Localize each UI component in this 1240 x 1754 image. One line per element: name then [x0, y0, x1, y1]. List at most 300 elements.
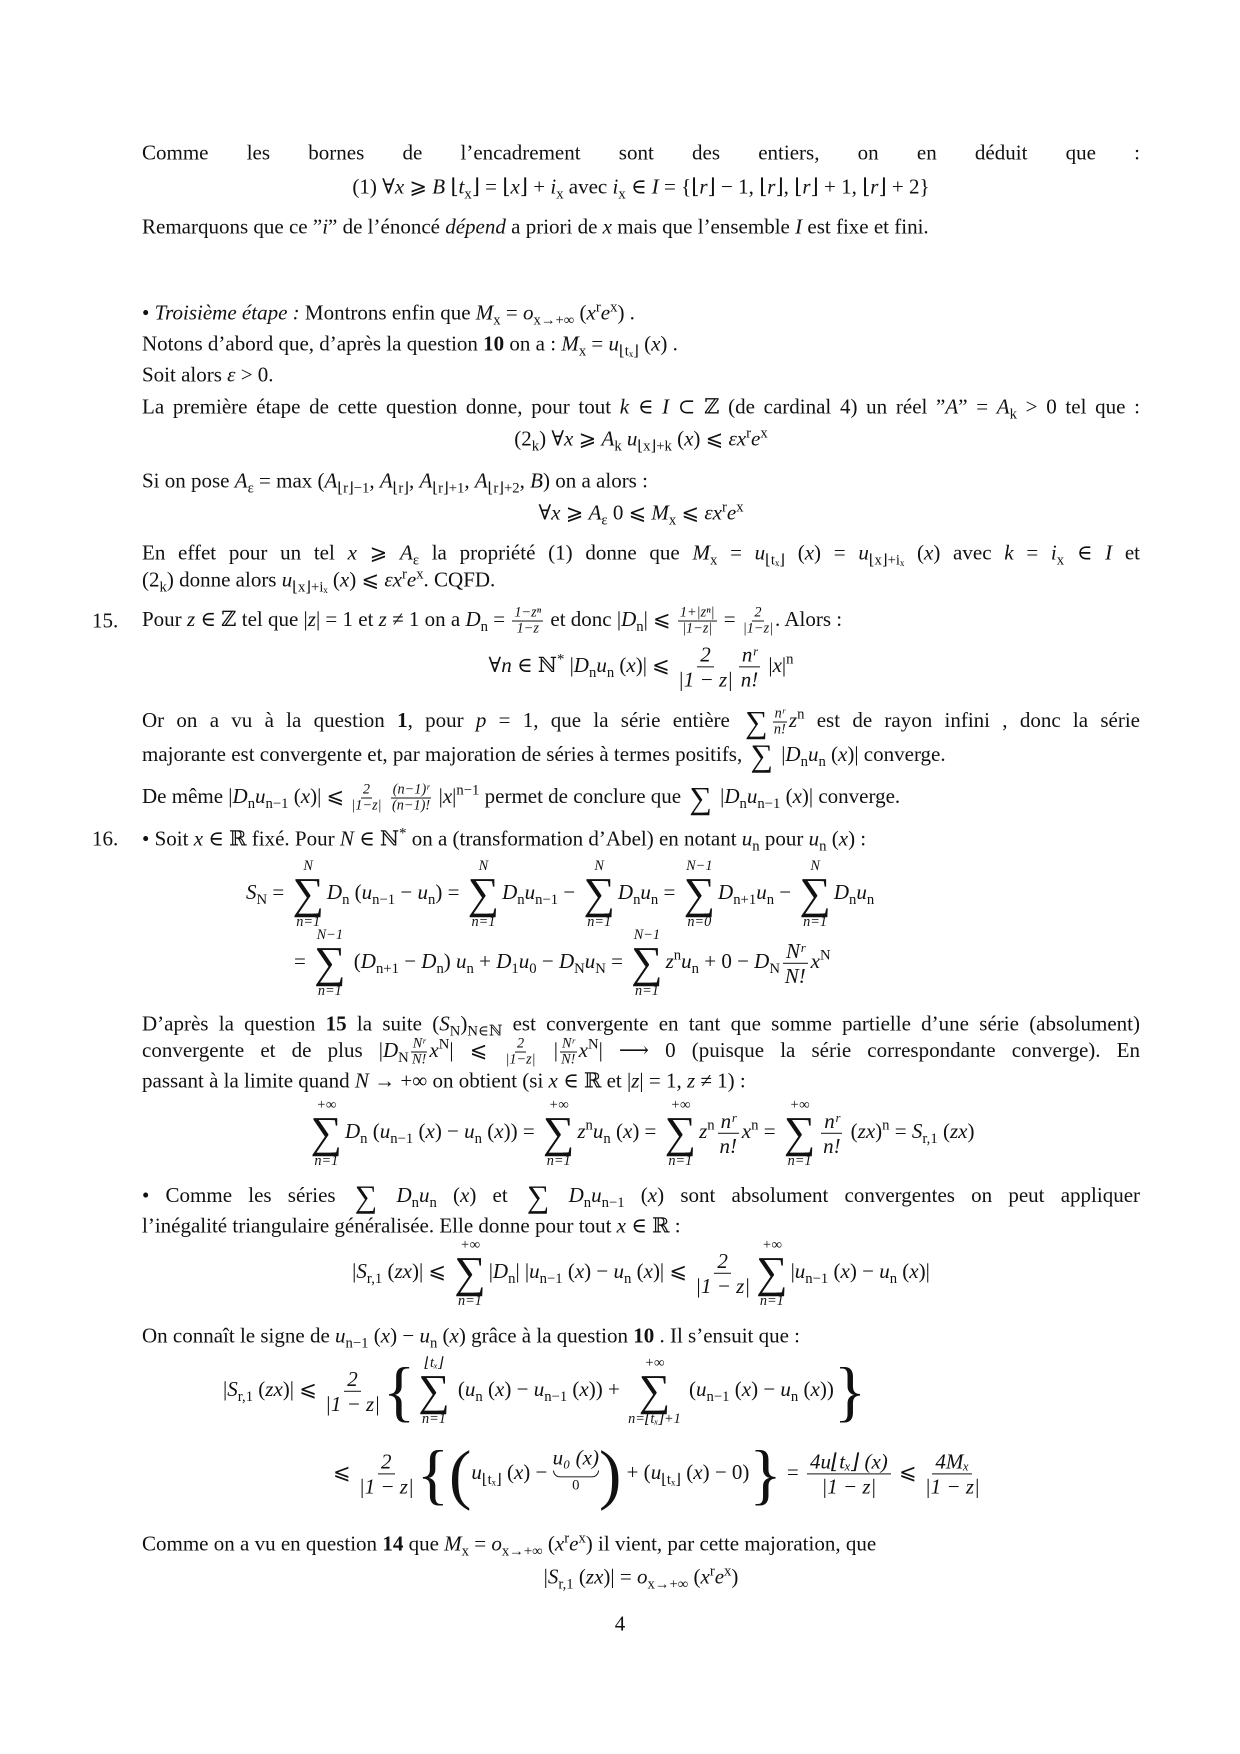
math-var: u: [518, 948, 530, 973]
text: )) +: [588, 1376, 626, 1401]
text: Comme on a vu en question: [142, 1531, 383, 1556]
text: ≠ 1) :: [695, 1068, 746, 1093]
superscript: N: [587, 1036, 599, 1053]
text: =: [487, 606, 511, 631]
math-var: x: [449, 1323, 459, 1348]
math-var: x: [579, 1376, 589, 1401]
text: (: [826, 826, 839, 851]
math-var: x: [700, 1564, 710, 1589]
sigma-icon: ∑: [638, 1366, 671, 1416]
denominator: |1 − z|: [695, 1273, 751, 1298]
math-var: u: [808, 826, 820, 851]
math-var: z: [686, 1068, 696, 1093]
subscript: x: [464, 186, 472, 203]
math-var: i: [550, 174, 557, 199]
text: ) ∀: [539, 426, 565, 451]
text: ) .: [660, 331, 678, 356]
fraction: [925, 1449, 980, 1498]
superscript: n: [673, 947, 682, 964]
text: )| converge.: [801, 783, 901, 808]
equation-1: [142, 174, 1140, 203]
subscript: ε: [412, 552, 419, 569]
subscript: n: [889, 1270, 898, 1287]
text: (: [681, 1459, 694, 1484]
math-var: z: [186, 606, 196, 631]
text: |: [223, 1376, 228, 1401]
subscript: n: [517, 891, 525, 908]
text: En effet pour un tel: [142, 540, 348, 565]
subscript: n: [342, 891, 350, 908]
text: (: [845, 1118, 858, 1143]
subscript: n−1: [805, 1270, 829, 1287]
sum-lower-limit: n=1: [668, 1152, 693, 1169]
text: De même |: [142, 783, 233, 808]
text: ) −: [390, 1323, 420, 1348]
math-var: u: [626, 426, 638, 451]
math-var: A: [945, 394, 959, 419]
text: ) ⩽: [349, 567, 385, 592]
fraction: [359, 1449, 414, 1498]
big-delimiter: ): [598, 1436, 622, 1512]
subscript: 0: [529, 960, 537, 977]
sum-symbol: [314, 928, 345, 998]
sum-lower-limit: n=0: [687, 913, 712, 930]
math-var: x: [425, 1118, 435, 1143]
text: ∈: [629, 394, 663, 419]
text: ∈ ℝ fixé. Pour: [203, 826, 340, 851]
text: avec: [563, 174, 613, 199]
math-var: o: [491, 1531, 502, 1556]
numerator: 2: [714, 1248, 731, 1273]
subscript: x: [709, 552, 718, 569]
text: passant à la limite quand: [142, 1068, 355, 1093]
sigma-icon: ∑: [799, 869, 831, 919]
numerator: 2: [754, 604, 762, 621]
numerator: 2: [344, 1366, 361, 1391]
math-var: o: [636, 1564, 648, 1589]
subscript: n+1: [733, 891, 757, 908]
superscript: x: [736, 499, 744, 516]
math-var: x: [840, 1258, 850, 1283]
superscript: r: [721, 499, 727, 516]
subscript: ⌊tₓ⌋: [619, 343, 639, 360]
sum-upper-limit: +∞: [644, 1354, 665, 1371]
math-var: B: [530, 468, 543, 493]
subscript: n: [429, 1194, 437, 1211]
subscript: n: [739, 795, 747, 812]
math-var: x: [647, 1182, 658, 1207]
equation: [142, 1563, 1140, 1593]
text: =: [718, 606, 741, 631]
math-var: D: [617, 879, 634, 904]
subscript: ⌊r⌋: [392, 480, 410, 497]
sum-upper-limit: +∞: [789, 1096, 810, 1113]
math-var: x: [772, 652, 782, 677]
text: ) =: [435, 879, 465, 904]
math-var: x: [442, 783, 453, 808]
text: ): [460, 1011, 468, 1036]
subscript: n: [866, 891, 875, 908]
sum-symbol: [756, 1238, 787, 1308]
text: ⩾: [560, 500, 589, 525]
math-var: A: [588, 500, 602, 525]
fraction: [560, 1037, 577, 1068]
fraction: [678, 606, 717, 637]
subscript: x→+∞: [501, 1543, 543, 1560]
math-var: x: [924, 540, 934, 565]
text: (: [798, 1376, 811, 1401]
text: =: [267, 879, 290, 904]
subscript: k: [614, 438, 622, 455]
numerator: (n−1)ʳ: [392, 781, 430, 798]
sigma-icon: ∑: [783, 1108, 816, 1158]
subscript: n: [819, 838, 827, 855]
text: (: [573, 1564, 586, 1589]
fraction: [678, 642, 733, 691]
subscript: n: [603, 1130, 611, 1147]
subscript: k: [159, 579, 167, 596]
subscript: n+1: [375, 960, 399, 977]
math-var: t: [458, 174, 465, 199]
underbrace-body: u₀ (x): [552, 1445, 599, 1470]
text: (: [288, 783, 301, 808]
math-var: x: [741, 1118, 752, 1143]
paragraph-line: [142, 1179, 1141, 1215]
text: =: [758, 1118, 781, 1143]
math-var: x: [622, 1118, 633, 1143]
text: )| ⩽: [635, 652, 676, 677]
subscript: ε: [601, 512, 608, 529]
subscript: 1: [511, 960, 519, 977]
math-var: x: [909, 1258, 919, 1283]
text: majorante est convergente et, par majoration de séries à termes positifs,: [142, 741, 748, 766]
numerator: Nʳ: [561, 1035, 575, 1052]
equation-abel-row-1: [246, 859, 874, 929]
text: ) avec: [933, 540, 1005, 565]
text: (: [688, 1564, 701, 1589]
text: ⊂ ℤ (de cardinal 4) un réel ”: [669, 394, 946, 419]
text: = 1, que la série entière: [486, 707, 743, 732]
math-var: x: [616, 1213, 626, 1238]
text: (: [348, 948, 361, 973]
text: Soit alors: [142, 362, 228, 387]
text: ∈ ℝ et |: [557, 1068, 632, 1093]
math-var: A: [419, 468, 433, 493]
text: + 0 −: [698, 948, 755, 973]
math-var: A: [601, 426, 615, 451]
text: 0 ⩽: [607, 500, 652, 525]
paragraph-line: [142, 780, 901, 816]
text: (: [671, 426, 685, 451]
text: )| ⩽: [310, 783, 350, 808]
text: (: [825, 741, 839, 766]
sigma-icon: ∑: [750, 738, 773, 774]
underbrace-icon: [553, 1471, 599, 1478]
superscript: n: [797, 706, 805, 723]
text: On connaît le signe de: [142, 1323, 336, 1348]
text: (: [437, 1323, 450, 1348]
text: (: [784, 540, 805, 565]
sum-lower-limit: n=1: [546, 1152, 571, 1169]
math-var: e: [406, 567, 417, 592]
text: (: [904, 540, 924, 565]
sigma-icon: ∑: [542, 1108, 575, 1158]
text: (: [610, 1118, 623, 1143]
math-var: u: [650, 1459, 662, 1484]
text: (: [501, 1459, 514, 1484]
subscript: n: [636, 618, 644, 635]
fraction: [512, 606, 543, 637]
text: −: [558, 879, 581, 904]
math-var: u: [640, 879, 651, 904]
math-var: z: [699, 1118, 708, 1143]
text: Pour: [142, 606, 187, 631]
text: (: [482, 1118, 495, 1143]
text: (: [349, 879, 362, 904]
math-var: r: [802, 174, 811, 199]
text: ⌋ + 2}: [878, 174, 930, 199]
math-var: D: [382, 1037, 399, 1062]
text: )|: [918, 1258, 930, 1283]
subscript: r,1: [558, 1576, 574, 1593]
math-var: u: [754, 540, 766, 565]
text: ) donne alors: [166, 567, 282, 592]
text: |: [763, 652, 773, 677]
math-var: p: [475, 707, 487, 732]
text: D’après la question: [142, 1011, 326, 1036]
sum-upper-limit: N: [478, 857, 489, 874]
sum-upper-limit: +∞: [460, 1236, 480, 1253]
paragraph-line: [142, 1011, 1140, 1040]
text: pour: [759, 826, 809, 851]
denominator: n!: [823, 1133, 841, 1158]
fraction: [743, 606, 773, 637]
subscript: n−1: [539, 1270, 563, 1287]
text: ⌊: [445, 174, 459, 199]
sum-symbol: [665, 1098, 696, 1168]
text: =: [586, 331, 609, 356]
text: . CQFD.: [423, 567, 496, 592]
sigma-icon: ∑: [314, 938, 346, 988]
text: ) et: [469, 1182, 524, 1207]
math-var: x: [339, 567, 350, 592]
subscript: n−1: [601, 1194, 625, 1211]
math-var: D: [502, 879, 518, 904]
text: convergente et de plus |: [142, 1037, 383, 1062]
math-var: x: [741, 1376, 752, 1401]
sum-lower-limit: n=1: [296, 913, 321, 930]
fraction: [718, 1108, 739, 1157]
subscript: n−1: [535, 891, 559, 908]
math-var: x: [810, 1376, 820, 1401]
sum-upper-limit: +∞: [548, 1096, 569, 1113]
text: et donc |: [545, 606, 622, 631]
subscript: x: [1056, 552, 1065, 569]
text: ) sont absolument convergentes on peut appliquer: [657, 1182, 1141, 1207]
subscript: x: [461, 1543, 469, 1560]
superscript: n: [751, 1117, 759, 1134]
subscript: n−1: [265, 795, 289, 812]
math-var: ε: [227, 362, 236, 387]
math-var: D: [421, 948, 437, 973]
paragraph-line: [142, 825, 867, 855]
text: ⩾: [356, 540, 400, 565]
sum-upper-limit: N: [810, 857, 820, 874]
paragraph-line: [142, 214, 929, 239]
subscript: n: [800, 753, 808, 770]
question-ref: 15: [325, 1011, 347, 1036]
sum-lower-limit: n=1: [634, 982, 659, 999]
subscript: r,1: [922, 1130, 938, 1147]
superscript: n: [882, 1117, 890, 1134]
text: =: [658, 879, 681, 904]
text: [380, 1183, 396, 1207]
sum-lower-limit: n=1: [787, 1152, 812, 1169]
text: | ⩽: [643, 606, 676, 631]
math-var: x: [513, 1459, 524, 1484]
subscript: n: [818, 753, 826, 770]
subscript: n: [624, 1270, 632, 1287]
math-var: x: [693, 1459, 703, 1484]
text: a priori de: [505, 214, 603, 239]
text: ∈ ℤ tel que |: [195, 606, 308, 631]
math-var: x: [578, 1037, 588, 1062]
text: |: [543, 1564, 548, 1589]
math-var: x: [804, 540, 815, 565]
denominator: n!: [719, 1133, 737, 1158]
text: (1) ∀: [352, 174, 395, 199]
denominator: N!: [784, 963, 806, 988]
superscript: *: [556, 651, 565, 668]
paragraph-line: [142, 362, 274, 387]
math-var: u: [464, 1376, 476, 1401]
math-var: u: [361, 879, 373, 904]
text: (: [327, 567, 340, 592]
sum-symbol: [784, 1098, 815, 1168]
math-var: r: [699, 174, 708, 199]
math-var: u: [613, 1258, 625, 1283]
text: +: [473, 948, 497, 973]
math-var: I: [662, 394, 670, 419]
denominator: N!: [561, 1051, 576, 1068]
big-delimiter: {: [416, 1436, 449, 1512]
text: (: [368, 1323, 381, 1348]
math-var: u: [255, 783, 266, 808]
subscript: n: [766, 891, 775, 908]
text: l’inégalité triangulaire généralisée. Elle donne pour tout: [142, 1213, 617, 1238]
text: [552, 1183, 568, 1207]
text: −: [536, 948, 559, 973]
text: (2: [142, 567, 160, 592]
text: ⌋, ⌊: [775, 174, 803, 199]
superscript: r: [595, 299, 601, 316]
math-var: x: [494, 1118, 504, 1143]
numerator: 4u⌊tₓ⌋ (x): [807, 1449, 891, 1474]
question-number: 15.: [92, 608, 119, 633]
subscript: k: [531, 438, 540, 455]
fraction: [807, 1449, 891, 1498]
math-var: z: [577, 1118, 586, 1143]
fraction: [695, 1248, 750, 1297]
subscript: x: [493, 312, 501, 329]
math-var: u: [584, 948, 596, 973]
math-var: M: [692, 540, 710, 565]
math-var: i: [612, 174, 619, 199]
subscript: ⌊tₓ⌋: [765, 552, 785, 569]
text: •: [142, 300, 155, 325]
denominator: |1 − z|: [821, 1474, 877, 1499]
math-var: z: [631, 1068, 640, 1093]
math-var: D: [568, 1182, 584, 1207]
sigma-icon: ∑: [292, 869, 324, 919]
text: . Il s’ensuit que :: [654, 1323, 801, 1348]
fraction: [325, 1366, 380, 1415]
superscript: r: [564, 1530, 570, 1547]
numerator: 4Mₓ: [932, 1449, 972, 1474]
math-var: x: [347, 540, 357, 565]
math-var: x: [510, 174, 520, 199]
text: ) .: [617, 300, 635, 325]
sum-symbol: [526, 1179, 550, 1215]
text: |: [537, 1037, 558, 1062]
text: )| ⩽: [652, 1258, 693, 1283]
sum-symbol: [583, 859, 614, 929]
sigma-icon: ∑: [631, 938, 663, 988]
math-var: u: [794, 1258, 806, 1283]
subscript: x→+∞: [647, 1576, 689, 1593]
math-var: e: [600, 300, 611, 325]
sum-upper-limit: ⌊tₓ⌋: [424, 1354, 444, 1371]
math-var: I: [651, 174, 659, 199]
text: )| ⩽: [411, 1258, 452, 1283]
text: La première étape de cette question donne, pour tout: [142, 394, 620, 419]
fraction: [505, 1037, 535, 1068]
numerator: 1+|zⁿ|: [679, 604, 715, 621]
text: et: [1112, 540, 1140, 565]
sum-symbol: [543, 1098, 574, 1168]
math-var: D: [754, 948, 770, 973]
subscript: ε: [247, 480, 254, 497]
text: )) =: [503, 1118, 540, 1143]
text: (: [253, 1376, 266, 1401]
subscript: ⌊r⌋+2: [487, 480, 520, 497]
sum-lower-limit: n=1: [314, 1152, 339, 1169]
subscript: ⌊x⌋+k: [637, 438, 672, 455]
math-var: A: [996, 394, 1010, 419]
subscript: N: [449, 1023, 461, 1040]
text: ⌋ = ⌊: [471, 174, 511, 199]
text: −: [774, 879, 797, 904]
math-var: D: [573, 652, 589, 677]
text: Comme les bornes de l’encadrement sont des entiers, on en déduit que :: [142, 140, 1140, 165]
math-var: A: [234, 468, 248, 493]
text: =: [781, 1459, 805, 1484]
math-var: D: [558, 948, 575, 973]
text: ) −: [849, 1258, 880, 1283]
math-var: u: [464, 1118, 475, 1143]
math-var: D: [396, 1182, 412, 1207]
big-delimiter: {: [382, 1353, 416, 1429]
math-var: u: [696, 1376, 707, 1401]
text: |: [564, 652, 574, 677]
text: ⌋ − 1, ⌊: [707, 174, 768, 199]
text: (: [452, 1376, 465, 1401]
math-var: zx: [265, 1376, 283, 1401]
numerator: 2: [378, 1449, 395, 1474]
superscript: x: [416, 566, 424, 583]
sigma-icon: ∑: [664, 1108, 697, 1158]
math-var: u: [591, 1182, 602, 1207]
